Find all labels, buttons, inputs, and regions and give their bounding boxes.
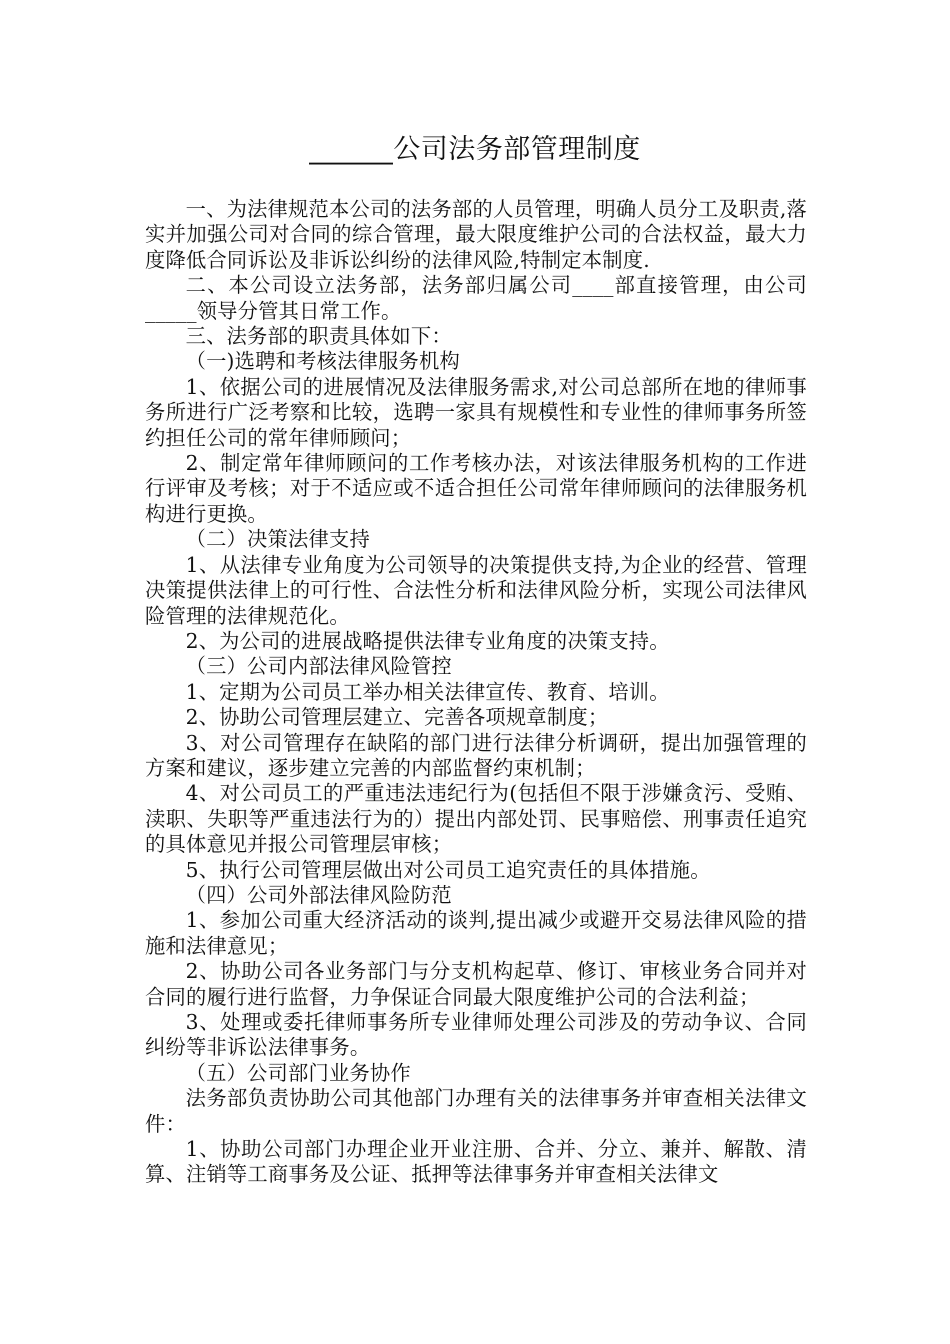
list-item: 2、协助公司管理层建立、完善各项规章制度；	[185, 705, 609, 730]
list-item: 4、对公司员工的严重违法违纪行为(包括但不限于涉嫌贪污、受贿、渎职、失职等严重违法行为的）提出内部处罚、民事赔偿、刑事责任追究的具体意见并报公司管理层审核；	[145, 781, 807, 857]
paragraph-establishment: 二、本公司设立法务部，法务部归属公司____部直接管理，由公司_____领导分管其日常工作。	[145, 273, 807, 323]
list-item: 5、执行公司管理层做出对公司员工追究责任的具体措施。	[185, 857, 711, 882]
section-heading-5: （五）公司部门业务协作	[185, 1060, 411, 1085]
list-item: 1、依据公司的进展情况及法律服务需求,对公司总部所在地的律师事务所进行广泛考察和比较，选聘一家具有规模性和专业性的律师事务所签约担任公司的常年律师顾问；	[145, 374, 807, 450]
paragraph-coordination-intro: 法务部负责协助公司其他部门办理有关的法律事务并审查相关法律文件：	[145, 1086, 807, 1136]
list-item: 2、协助公司各业务部门与分支机构起草、修订、审核业务合同并对合同的履行进行监督，力争保证合同最大限度维护公司的合法利益；	[145, 959, 807, 1009]
list-item: 1、定期为公司员工举办相关法律宣传、教育、培训。	[185, 679, 670, 704]
section-heading-4: （四）公司外部法律风险防范	[185, 882, 452, 907]
list-item: 3、处理或委托律师事务所专业律师处理公司涉及的劳动争议、合同纠纷等非诉讼法律事务。	[145, 1010, 807, 1060]
section-heading-3: （三）公司内部法律风险管控	[185, 654, 452, 679]
list-item: 1、协助公司部门办理企业开业注册、合并、分立、兼并、解散、清算、注销等工商事务及公证、抵押等法律事务并审查相关法律文	[145, 1137, 807, 1187]
paragraph-purpose: 一、为法律规范本公司的法务部的人员管理，明确人员分工及职责,落实并加强公司对合同的综合管理，最大限度维护公司的合法权益，最大力度降低合同诉讼及非诉讼纠纷的法律风险,特制定本制度.	[145, 197, 807, 272]
paragraph-duties-intro: 三、法务部的职责具体如下：	[185, 324, 452, 349]
list-item: 1、从法律专业角度为公司领导的决策提供支持,为企业的经营、管理决策提供法律上的可行性、合法性分析和法律风险分析，实现公司法律风险管理的法律规范化。	[145, 552, 807, 628]
section-heading-1: （一)选聘和考核法律服务机构	[185, 349, 460, 374]
document-title: ______公司法务部管理制度	[309, 134, 641, 165]
section-heading-2: （二）决策法律支持	[185, 527, 370, 552]
list-item: 1、参加公司重大经济活动的谈判,提出减少或避开交易法律风险的措施和法律意见；	[145, 908, 807, 958]
document-body	[145, 197, 807, 1188]
list-item: 2、制定常年律师顾问的工作考核办法，对该法律服务机构的工作进行评审及考核；对于不适应或不适合担任公司常年律师顾问的法律服务机构进行更换。	[145, 451, 807, 526]
list-item: 3、对公司管理存在缺陷的部门进行法律分析调研，提出加强管理的方案和建议，逐步建立完善的内部监督约束机制；	[145, 730, 807, 780]
list-item: 2、为公司的进展战略提供法律专业角度的决策支持。	[185, 628, 670, 653]
